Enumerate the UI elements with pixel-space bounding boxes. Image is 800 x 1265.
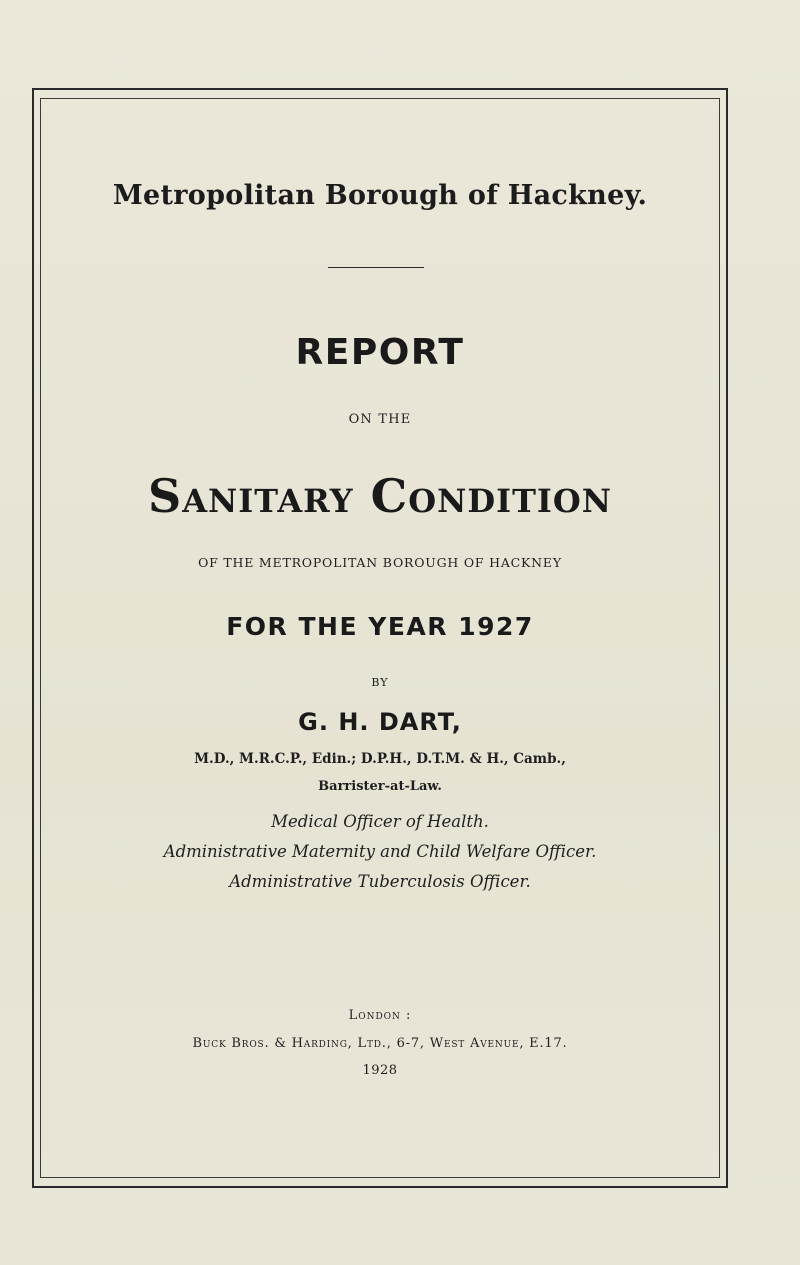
author-qualifications: M.D., M.R.C.P., Edin.; D.P.H., D.T.M. & H., Camb., — [194, 751, 566, 767]
author-role-medical-officer: Medical Officer of Health. — [271, 812, 489, 831]
author-role-maternity-officer: Administrative Maternity and Child Welfare Officer. — [163, 842, 597, 861]
by-text: BY — [371, 676, 389, 689]
publication-place: London : — [348, 1008, 412, 1023]
report-year: FOR THE YEAR 1927 — [226, 612, 534, 641]
author-barrister: Barrister-at-Law. — [318, 779, 442, 794]
author-role-tuberculosis-officer: Administrative Tuberculosis Officer. — [229, 872, 531, 891]
report-word: REPORT — [295, 332, 465, 373]
author-name: G. H. DART, — [298, 708, 462, 736]
borough-subtitle: OF THE METROPOLITAN BOROUGH OF HACKNEY — [198, 555, 562, 570]
publication-year: 1928 — [362, 1063, 398, 1078]
publisher: Buck Bros. & Harding, Ltd., 6-7, West Avenue, E.17. — [192, 1036, 568, 1051]
borough-heading: Metropolitan Borough of Hackney. — [112, 180, 648, 211]
main-title: Sanitary Condition — [148, 469, 612, 523]
on-the-text: ON THE — [348, 412, 412, 427]
heading-divider — [328, 267, 424, 268]
title-page-content — [40, 98, 720, 1178]
